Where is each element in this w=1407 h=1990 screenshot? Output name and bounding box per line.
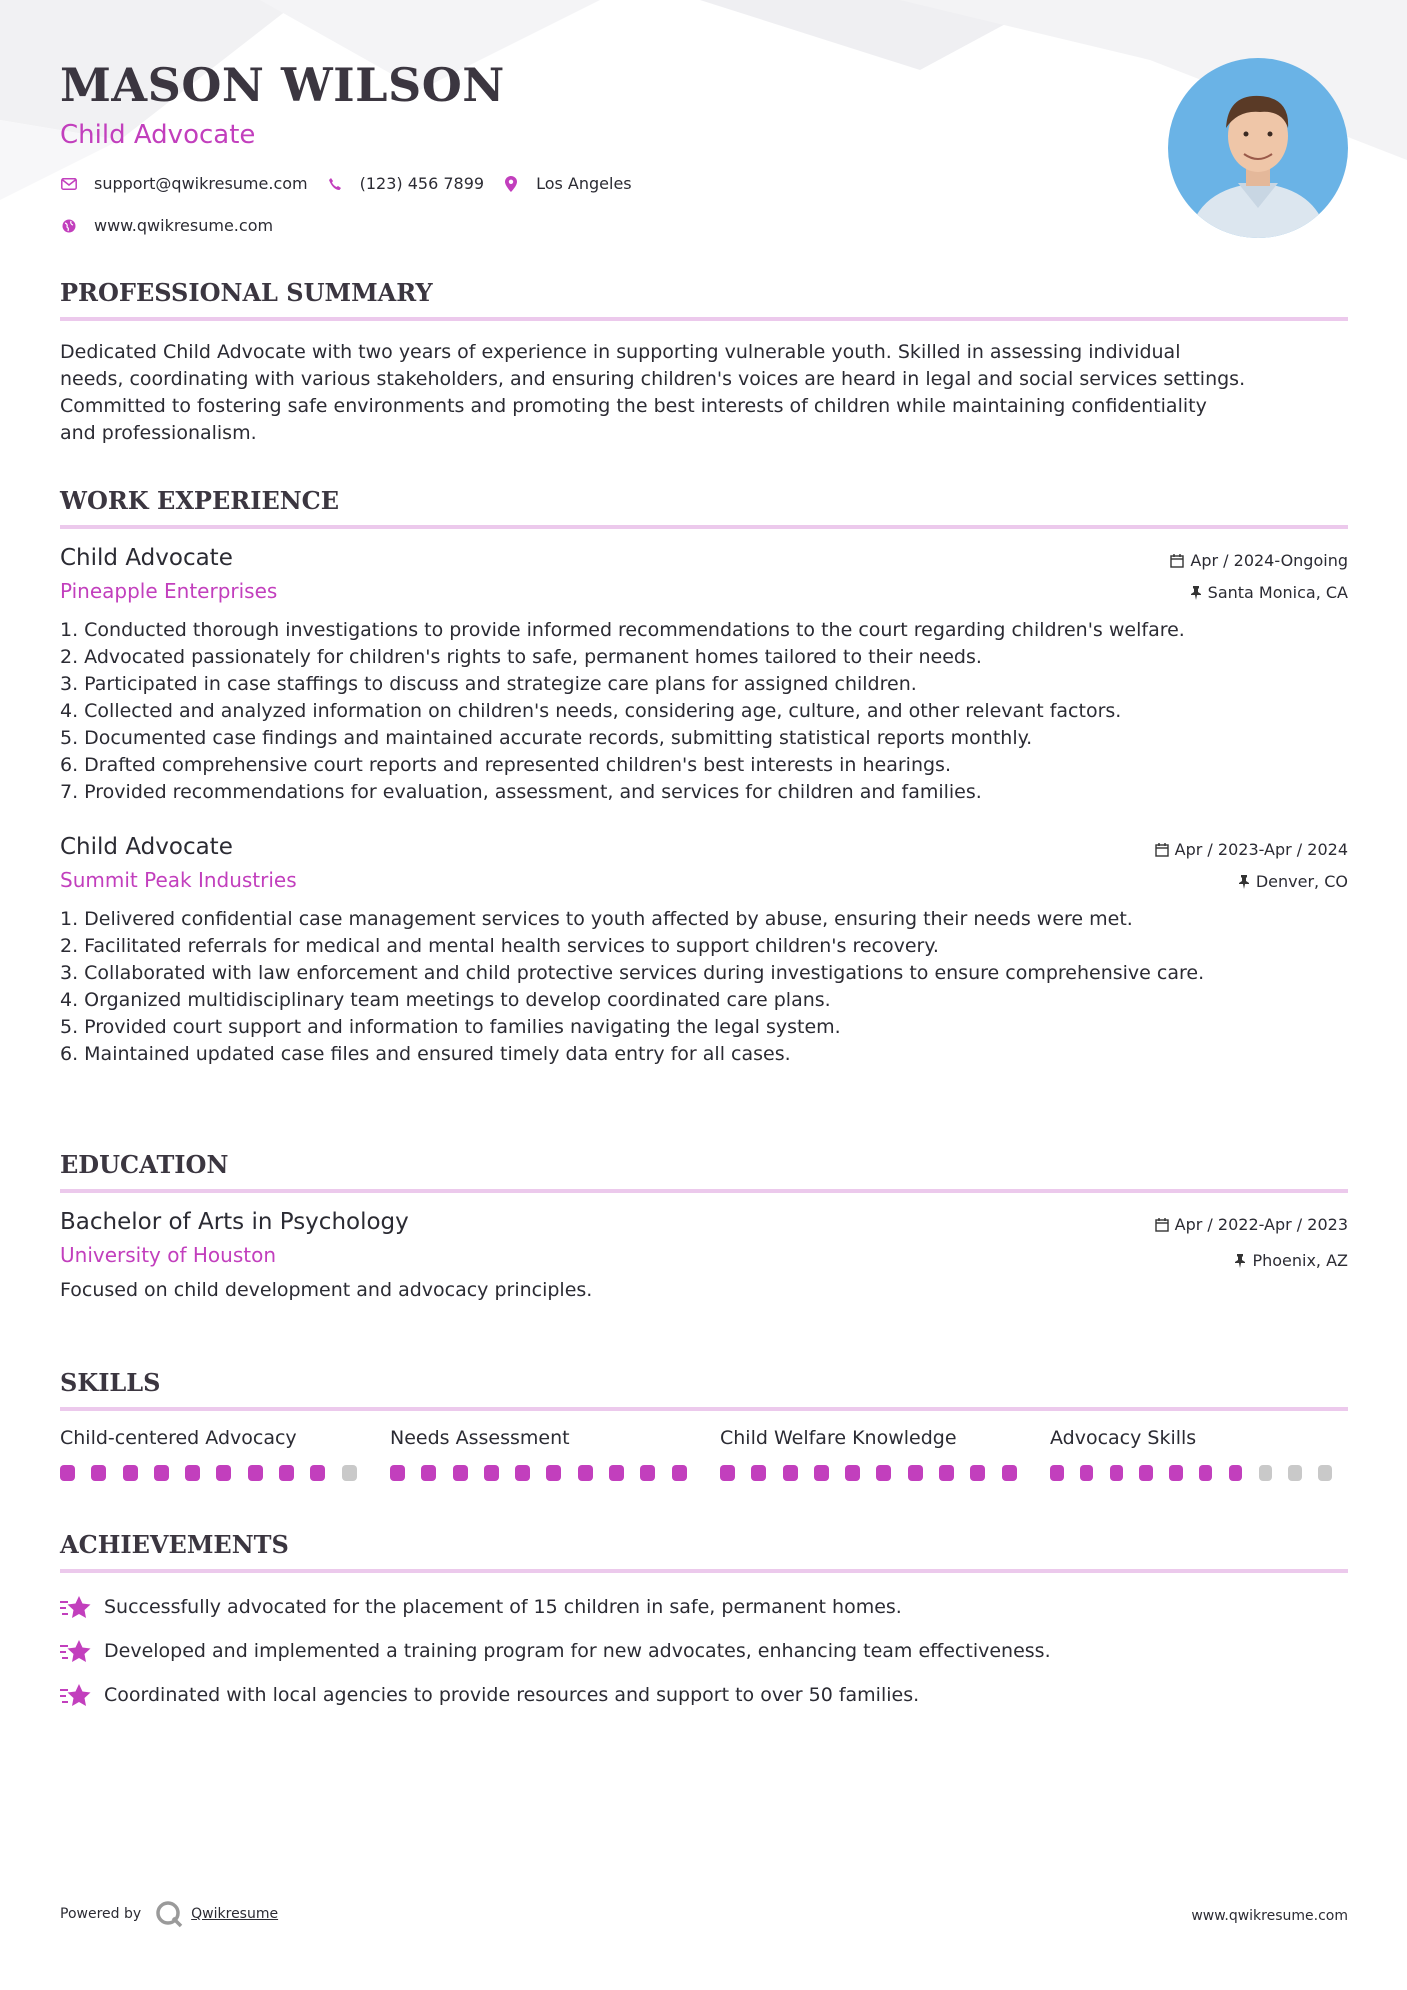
powered-by [60,1900,278,1928]
achievements-heading: ACHIEVEMENTS [60,1530,1348,1573]
powered-by-label: Powered by [60,1906,142,1922]
summary-heading: PROFESSIONAL SUMMARY [60,278,1348,321]
education-dates [1155,1215,1348,1234]
achievements-section [60,1530,1348,1717]
rating-dot-filled [248,1465,263,1481]
rating-dot-filled [91,1465,106,1481]
envelope-icon [60,175,78,193]
achievement-item [60,1585,1348,1629]
experience-heading: WORK EXPERIENCE [60,486,1348,529]
rating-dot-filled [60,1465,75,1481]
rating-dot-filled [1199,1465,1213,1481]
job-location [1238,872,1348,891]
rating-dot-filled [453,1465,468,1481]
job-dates [1155,840,1348,859]
education-section [60,1150,1348,1304]
email-text: support@qwikresume.com [94,174,308,193]
job-location-text: Santa Monica, CA [1207,583,1348,602]
achievement-text: Coordinated with local agencies to provide resources and support to over 50 families. [104,1684,920,1706]
summary-line: needs, coordinating with various stakeholders, and ensuring children's voices are heard in legal and social services settings. [60,368,1246,390]
achievement-text: Successfully advocated for the placement of 15 children in safe, permanent homes. [104,1596,902,1618]
job-dates [1170,551,1348,570]
rating-dot-filled [845,1465,860,1481]
list-item: 6. Drafted comprehensive court reports and represented children's best interests in hearings. [60,754,951,776]
list-item: 7. Provided recommendations for evaluation, assessment, and services for children and families. [60,781,982,803]
profile-photo [1168,58,1348,238]
skill-name: Child-centered Advocacy [60,1427,297,1449]
rating-dot-empty [1288,1465,1302,1481]
skill-rating [1050,1465,1348,1481]
qwikresume-logo-icon [155,1900,183,1928]
location-text: Los Angeles [536,174,632,193]
rating-dot-filled [578,1465,593,1481]
skill-item [390,1427,720,1481]
list-item: 2. Facilitated referrals for medical and mental health services to support children's recovery. [60,935,939,957]
skill-name: Needs Assessment [390,1427,570,1449]
list-item: 2. Advocated passionately for children's rights to safe, permanent homes tailored to their needs. [60,646,982,668]
rating-dot-filled [783,1465,798,1481]
rating-dot-filled [939,1465,954,1481]
rating-dot-empty [1259,1465,1273,1481]
experience-section [60,486,1348,1068]
job-location [1190,583,1348,602]
education-dates-text: Apr / 2022-Apr / 2023 [1174,1215,1348,1234]
list-item: 6. Maintained updated case files and ensured timely data entry for all cases. [60,1043,791,1065]
rating-dot-filled [672,1465,687,1481]
candidate-role: Child Advocate [60,120,256,150]
rating-dot-filled [876,1465,891,1481]
rating-dot-filled [1050,1465,1064,1481]
skills-heading: SKILLS [60,1368,1348,1411]
website-item[interactable] [60,216,273,235]
location-item [502,174,632,193]
skills-section [60,1368,1348,1481]
rating-dot-filled [390,1465,405,1481]
calendar-icon [1155,1218,1169,1232]
skill-rating [720,1465,1050,1481]
skill-item [720,1427,1050,1481]
summary-text [60,339,1348,447]
education-note: Focused on child development and advocacy principles. [60,1279,593,1301]
list-item: 5. Documented case findings and maintained accurate records, submitting statistical reports monthly. [60,727,1033,749]
job-location-text: Denver, CO [1255,872,1348,891]
website-text: www.qwikresume.com [94,216,274,235]
rating-dot-filled [1229,1465,1243,1481]
summary-line: and professionalism. [60,422,257,444]
globe-icon [60,217,78,235]
list-item: 3. Participated in case staffings to discuss and strategize care plans for assigned children. [60,673,917,695]
star-icon [60,1638,92,1664]
rating-dot-filled [546,1465,561,1481]
phone-item[interactable] [326,174,484,193]
rating-dot-filled [720,1465,735,1481]
rating-dot-filled [751,1465,766,1481]
school: University of Houston [60,1243,277,1267]
pin-icon [1190,586,1202,600]
skills-grid [60,1427,1348,1481]
rating-dot-filled [970,1465,985,1481]
list-item: 1. Conducted thorough investigations to provide informed recommendations to the court regarding children's welfare. [60,619,1185,641]
rating-dot-filled [421,1465,436,1481]
rating-dot-filled [1169,1465,1183,1481]
list-item: 3. Collaborated with law enforcement and child protective services during investigations to ensure comprehensive care. [60,962,1205,984]
education-location-text: Phoenix, AZ [1252,1251,1348,1270]
star-icon [60,1682,92,1708]
rating-dot-filled [1110,1465,1124,1481]
job-title: Child Advocate [60,545,233,571]
rating-dot-filled [814,1465,829,1481]
calendar-icon [1170,554,1184,568]
rating-dot-filled [484,1465,499,1481]
job-dates-text: Apr / 2024-Ongoing [1190,551,1348,570]
rating-dot-filled [609,1465,624,1481]
website-row [60,216,291,235]
email-item[interactable] [60,174,308,193]
achievements-list [60,1585,1348,1717]
rating-dot-filled [1002,1465,1017,1481]
map-pin-icon [502,175,520,193]
phone-icon [326,175,344,193]
education-heading: EDUCATION [60,1150,1348,1193]
candidate-name: MASON WILSON [60,58,505,112]
contact-row [60,174,650,193]
rating-dot-filled [216,1465,231,1481]
rating-dot-filled [515,1465,530,1481]
rating-dot-filled [123,1465,138,1481]
degree: Bachelor of Arts in Psychology [60,1209,409,1235]
brand-link[interactable]: Qwikresume [191,1906,279,1922]
skill-item [1050,1427,1348,1481]
rating-dot-empty [342,1465,357,1481]
job-title: Child Advocate [60,834,233,860]
rating-dot-empty [1318,1465,1332,1481]
phone-text: (123) 456 7899 [359,174,485,193]
summary-section [60,278,1348,447]
summary-line: Committed to fostering safe environments and promoting the best interests of children while maintaining confidentiality [60,395,1207,417]
skill-rating [60,1465,390,1481]
achievement-text: Developed and implemented a training program for new advocates, enhancing team effectiveness. [104,1640,1051,1662]
calendar-icon [1155,843,1169,857]
footer-site[interactable]: www.qwikresume.com [1191,1908,1348,1924]
achievement-item [60,1673,1348,1717]
list-item: 4. Collected and analyzed information on children's needs, considering age, culture, and other relevant factors. [60,700,1122,722]
job-bullets [60,906,1348,1068]
list-item: 5. Provided court support and information to families navigating the legal system. [60,1016,841,1038]
skill-name: Child Welfare Knowledge [720,1427,957,1449]
skill-item [60,1427,390,1481]
education-location [1234,1251,1348,1270]
rating-dot-filled [185,1465,200,1481]
skill-rating [390,1465,720,1481]
job-bullets [60,617,1348,806]
list-item: 1. Delivered confidential case management services to youth affected by abuse, ensuring their needs were met. [60,908,1133,930]
job-company: Pineapple Enterprises [60,579,278,603]
rating-dot-filled [310,1465,325,1481]
rating-dot-filled [154,1465,169,1481]
pin-icon [1234,1254,1246,1268]
rating-dot-filled [1080,1465,1094,1481]
achievement-item [60,1629,1348,1673]
rating-dot-filled [640,1465,655,1481]
job-dates-text: Apr / 2023-Apr / 2024 [1174,840,1348,859]
rating-dot-filled [1139,1465,1153,1481]
summary-line: Dedicated Child Advocate with two years of experience in supporting vulnerable youth. Skilled in assessing individual [60,341,1181,363]
list-item: 4. Organized multidisciplinary team meetings to develop coordinated care plans. [60,989,831,1011]
education-entry [60,1209,1348,1304]
job-entry [60,834,1348,1068]
star-icon [60,1594,92,1620]
rating-dot-filled [908,1465,923,1481]
pin-icon [1238,875,1250,889]
skill-name: Advocacy Skills [1050,1427,1197,1449]
job-company: Summit Peak Industries [60,868,297,892]
job-entry [60,545,1348,806]
rating-dot-filled [279,1465,294,1481]
